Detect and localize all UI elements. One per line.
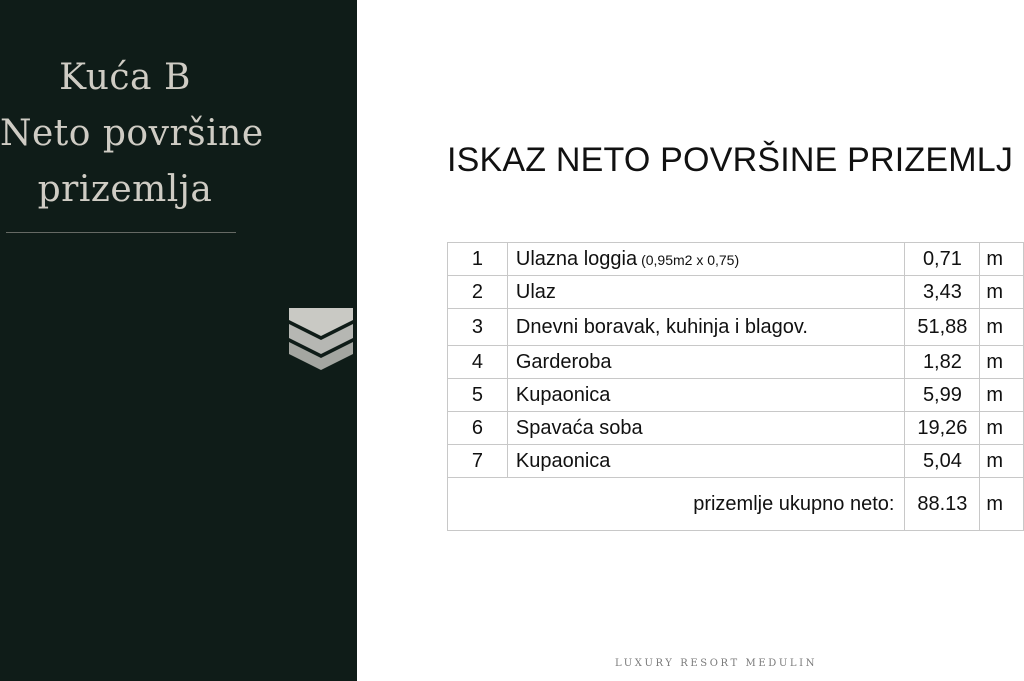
table-row <box>448 276 1024 309</box>
room-area: 1,82 <box>905 346 980 379</box>
row-number: 1 <box>448 243 508 276</box>
side-title <box>0 50 264 218</box>
area-unit: m <box>980 243 1024 276</box>
room-area: 3,43 <box>905 276 980 309</box>
total-label: prizemlje ukupno neto: <box>448 478 905 531</box>
room-name: Ulazna loggia <box>515 247 638 270</box>
room-name: Dnevni boravak, kuhinja i blagov. <box>507 309 905 346</box>
room-name: Ulaz <box>507 276 905 309</box>
row-number: 2 <box>448 276 508 309</box>
room-area: 5,99 <box>905 379 980 412</box>
document-title: ISKAZ NETO POVRŠINE PRIZEMLJ <box>447 141 1014 179</box>
table-row <box>448 445 1024 478</box>
double-chevron-down-icon <box>289 308 353 372</box>
room-name: Kupaonica <box>507 379 905 412</box>
room-area: 5,04 <box>905 445 980 478</box>
row-number: 5 <box>448 379 508 412</box>
table-row <box>448 243 1024 276</box>
area-unit: m <box>980 309 1024 346</box>
table-row <box>448 379 1024 412</box>
room-name-cell <box>507 243 905 276</box>
row-number: 3 <box>448 309 508 346</box>
room-area: 19,26 <box>905 412 980 445</box>
room-note: (0,95m2 x 0,75) <box>641 251 740 268</box>
room-name: Kupaonica <box>507 445 905 478</box>
area-unit: m <box>980 445 1024 478</box>
row-number: 4 <box>448 346 508 379</box>
side-title-line-1: Kuća B <box>59 57 191 98</box>
total-area: 88.13 <box>905 478 980 531</box>
side-title-line-3: prizemlja <box>37 169 213 210</box>
room-area: 51,88 <box>905 309 980 346</box>
area-unit: m <box>980 276 1024 309</box>
table-row <box>448 309 1024 346</box>
side-panel <box>0 0 357 681</box>
document-area <box>357 0 1024 681</box>
area-unit: m <box>980 412 1024 445</box>
area-unit: m <box>980 346 1024 379</box>
row-number: 6 <box>448 412 508 445</box>
footer-brand: LUXURY RESORT MEDULIN <box>615 658 818 669</box>
room-name: Spavaća soba <box>507 412 905 445</box>
table-row <box>448 412 1024 445</box>
total-unit: m <box>980 478 1024 531</box>
table-row <box>448 346 1024 379</box>
total-row <box>448 478 1024 531</box>
room-name: Garderoba <box>507 346 905 379</box>
area-table <box>447 242 1024 531</box>
row-number: 7 <box>448 445 508 478</box>
area-unit: m <box>980 379 1024 412</box>
side-divider <box>6 232 236 233</box>
side-title-line-2: Neto površine <box>0 113 264 154</box>
room-area: 0,71 <box>905 243 980 276</box>
